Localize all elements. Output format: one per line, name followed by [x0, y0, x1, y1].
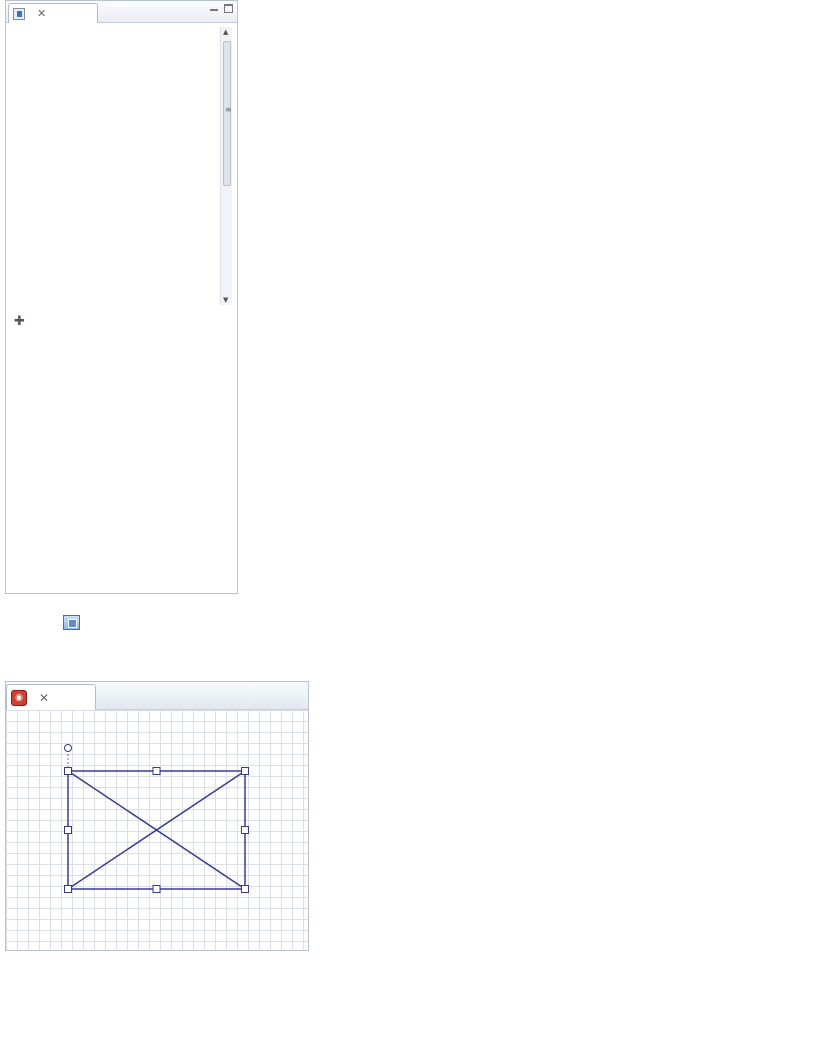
- resize-handle: [153, 886, 160, 893]
- palette-window-buttons: [210, 4, 233, 13]
- maximize-icon[interactable]: [224, 4, 233, 13]
- step-2: [33, 967, 803, 1047]
- palette-icon: [13, 8, 25, 20]
- palette-panel: [5, 0, 238, 594]
- palette-tab-bar: [6, 1, 237, 23]
- scroll-up-icon[interactable]: ▲: [223, 28, 229, 36]
- resize-handle: [153, 768, 160, 775]
- grip-icon: ≡: [225, 105, 232, 114]
- step-1: [33, 612, 793, 664]
- minimize-icon[interactable]: [210, 9, 218, 12]
- scroll-down-icon[interactable]: ▼: [223, 296, 229, 304]
- resize-handle: [65, 886, 72, 893]
- close-icon[interactable]: ✕: [39, 691, 50, 705]
- resize-handle: [65, 827, 72, 834]
- close-icon[interactable]: ✕: [37, 7, 47, 20]
- diagram-canvas[interactable]: [6, 710, 308, 950]
- image-icon: [63, 615, 80, 630]
- active-object-icon: ◉: [11, 690, 27, 706]
- rotation-handle: [65, 745, 72, 752]
- presentation-items-list: [9, 25, 234, 308]
- palettes-link-row: [14, 314, 237, 329]
- resize-handle: [65, 768, 72, 775]
- resize-handle: [242, 768, 249, 775]
- image-placeholder-shape[interactable]: [6, 710, 308, 950]
- resize-handle: [242, 827, 249, 834]
- plus-icon: ✚: [14, 314, 25, 329]
- main-tab-bar: [6, 682, 308, 710]
- scrollbar[interactable]: [220, 27, 232, 305]
- palette-tab[interactable]: [8, 3, 98, 23]
- step-text: [61, 612, 82, 637]
- tab-main[interactable]: [6, 684, 96, 711]
- resize-handle: [242, 886, 249, 893]
- scroll-thumb[interactable]: [223, 41, 231, 186]
- main-editor: [5, 681, 309, 951]
